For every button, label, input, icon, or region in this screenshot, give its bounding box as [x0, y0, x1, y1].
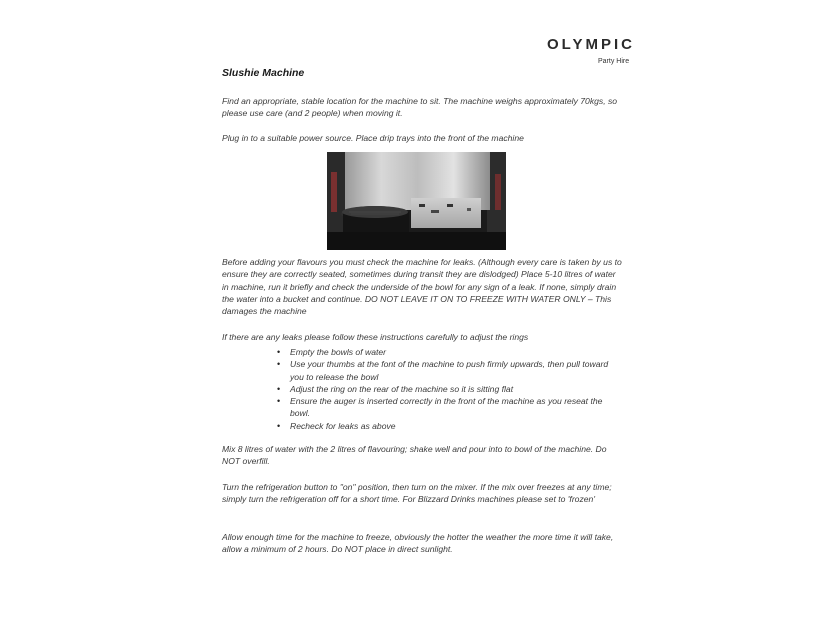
paragraph-leak-check: Before adding your flavours you must check the machine for leaks. (Although every care is taken by us to ensure they are correctly seated, sometimes during transit they are dislodged) Place 5-10 litres of water in machine, run it briefly and check the underside of the bowl for any sign of a leak. If none, simply drain the water into a bucket and continue. DO NOT LEAVE IT ON TO FREEZE WITH WATER ONLY – This damages the machine [222, 257, 622, 317]
list-item: • Adjust the ring on the rear of the machine so it is sitting flat [290, 383, 610, 395]
slushie-machine-photo [327, 152, 506, 250]
paragraph-mix: Mix 8 litres of water with the 2 litres of flavouring; shake well and pour into to bowl of the machine. Do NOT overfill. [222, 444, 607, 467]
document-title: Slushie Machine [222, 67, 305, 79]
logo-subtitle: Party Hire [598, 58, 630, 65]
list-item: • Recheck for leaks as above [290, 420, 610, 432]
leak-steps-list [290, 346, 610, 432]
list-item: • Empty the bowls of water [290, 346, 610, 358]
paragraph-leak-intro: If there are any leaks please follow these instructions carefully to adjust the rings [222, 332, 529, 342]
olympic-logo: OLYMPIC [547, 36, 635, 53]
paragraph-location: Find an appropriate, stable location for the machine to sit. The machine weighs approximately 70kgs, so please use care (and 2 people) when moving it. [222, 96, 618, 119]
list-item: • Ensure the auger is inserted correctly in the front of the machine as you reseat the bowl. [290, 395, 610, 420]
paragraph-freeze-time: Allow enough time for the machine to freeze, obviously the hotter the weather the more time it will take, allow a minimum of 2 hours. Do NOT place in direct sunlight. [222, 532, 614, 555]
paragraph-refrigeration: Turn the refrigeration button to "on" position, then turn on the mixer. If the mix over freezes at any time; simply turn the refrigeration off for a short time. For Blizzard Drinks machines please set to 'frozen' [222, 482, 612, 505]
list-item: • Use your thumbs at the font of the machine to push firmly upwards, then pull toward you to release the bowl [290, 358, 610, 383]
paragraph-power: Plug in to a suitable power source. Place drip trays into the front of the machine [222, 133, 524, 143]
